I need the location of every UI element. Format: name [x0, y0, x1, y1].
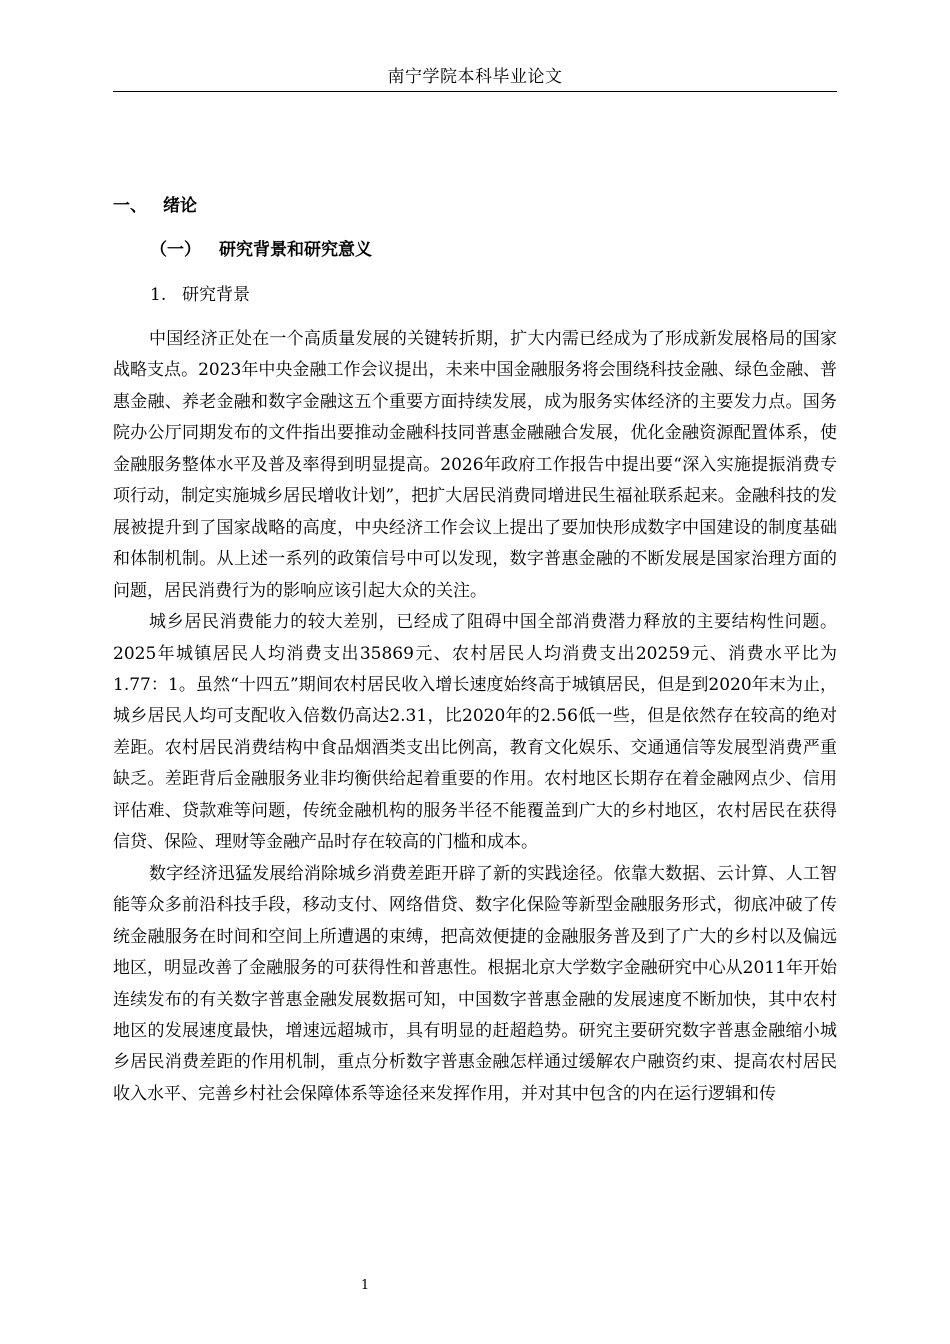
- page-number: 1: [360, 1278, 370, 1293]
- subsection-heading: [150, 238, 372, 262]
- section-heading: [113, 194, 197, 218]
- section-title: 绪论: [163, 196, 197, 216]
- subsection-number: （一）: [150, 240, 201, 260]
- body-text: [113, 324, 837, 1110]
- subsubsection-number: 1.: [150, 285, 167, 305]
- running-header: 南宁学院本科毕业论文: [387, 67, 563, 87]
- subsubsection-heading: [150, 283, 250, 307]
- subsection-title: 研究背景和研究意义: [219, 240, 372, 260]
- paragraph-3: 数字经济迅猛发展给消除城乡消费差距开辟了新的实践途径。依靠大数据、云计算、人工智能等众多前沿科技手段，移动支付、网络借贷、数字化保险等新型金融服务形式，彻底冲破了传统金融服务在时间和空间上所遭遇的束缚，把高效便捷的金融服务普及到了广大的乡村以及偏远地区，明显改善了金融服务的可获得性和普惠性。根据北京大学数字金融研究中心从2011年开始连续发布的有关数字普惠金融发展数据可知，中国数字普惠金融的发展速度不断加快，其中农村地区的发展速度最快，增速远超城市，具有明显的赶超趋势。研究主要研究数字普惠金融缩小城乡居民消费差距的作用机制，重点分析数字普惠金融怎样通过缓解农户融资约束、提高农村居民收入水平、完善乡村社会保障体系等途径来发挥作用，并对其中包含的内在运行逻辑和传: [113, 863, 837, 1104]
- header-rule: [113, 91, 837, 92]
- paragraph-2: 城乡居民消费能力的较大差别，已经成了阻碍中国全部消费潜力释放的主要结构性问题。2025年城镇居民人均消费支出35869元、农村居民人均消费支出20259元、消费水平比为1.77：1。虽然“十四五”期间农村居民收入增长速度始终高于城镇居民，但是到2020年末为止，城乡居民人均可支配收入倍数仍高达2.31，比2020年的2.56低一些，但是依然存在较高的绝对差距。农村居民消费结构中食品烟酒类支出比例高，教育文化娱乐、交通通信等发展型消费严重缺乏。差距背后金融服务业非均衡供给起着重要的作用。农村地区长期存在着金融网点少、信用评估难、贷款难等问题，传统金融机构的服务半径不能覆盖到广大的乡村地区，农村居民在获得信贷、保险、理财等金融产品时存在较高的门槛和成本。: [113, 612, 837, 853]
- section-number: 一、: [113, 196, 147, 216]
- subsubsection-title: 研究背景: [182, 285, 250, 305]
- paragraph-1: 中国经济正处在一个高质量发展的关键转折期，扩大内需已经成为了形成新发展格局的国家战略支点。2023年中央金融工作会议提出，未来中国金融服务将会围绕科技金融、绿色金融、普惠金融、养老金融和数字金融这五个重要方面持续发展，成为服务实体经济的主要发力点。国务院办公厅同期发布的文件指出要推动金融科技同普惠金融融合发展，优化金融资源配置体系，使金融服务整体水平及普及率得到明显提高。2026年政府工作报告中提出要“深入实施提振消费专项行动，制定实施城乡居民增收计划”，把扩大居民消费同增进民生福祉联系起来。金融科技的发展被提升到了国家战略的高度，中央经济工作会议上提出了要加快形成数字中国建设的制度基础和体制机制。从上述一系列的政策信号中可以发现，数字普惠金融的不断发展是国家治理方面的问题，居民消费行为的影响应该引起大众的关注。: [113, 329, 837, 601]
